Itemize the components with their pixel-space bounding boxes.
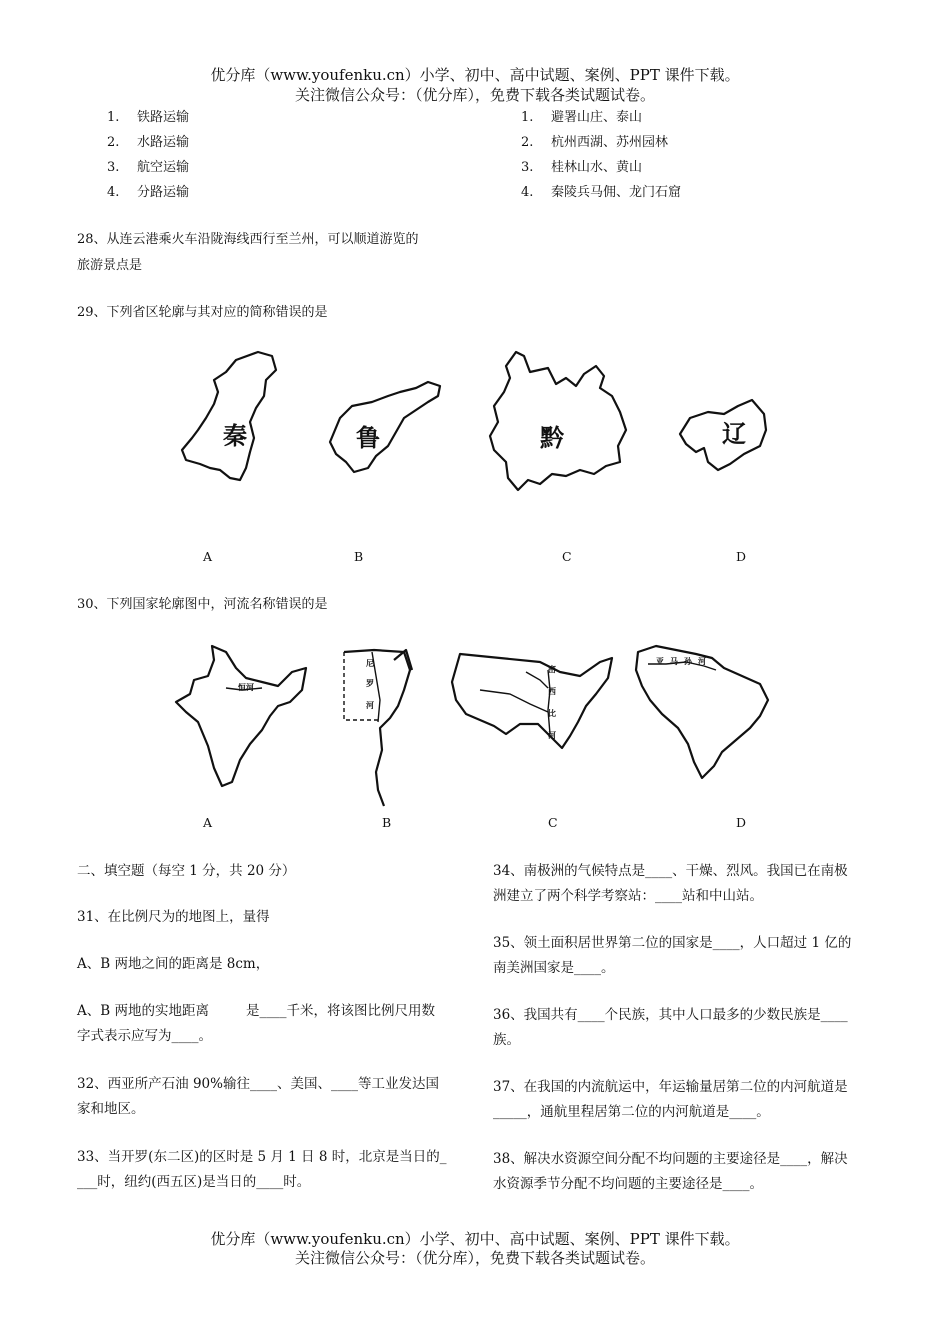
footer-line-2: 关注微信公众号：（优分库），免费下载各类试题试卷。: [294, 1249, 655, 1267]
q29-option-a: A: [203, 549, 213, 564]
list-item: 2. 水路运输: [107, 135, 190, 150]
river-label-d1: 亚: [656, 657, 664, 666]
header-line-2: 关注微信公众号：（优分库），免费下载各类试题试卷。: [294, 86, 655, 104]
question-37-line-2: _____，通航里程居第二位的内河航道是____。: [493, 1104, 770, 1120]
question-36-line-1: 36、我国共有____个民族，其中人口最多的少数民族是____: [493, 1007, 848, 1023]
question-32-line-1: 32、西亚所产石油 90%输往____、美国、____等工业发达国: [77, 1076, 439, 1092]
question-30: 30、下列国家轮廓图中，河流名称错误的是: [77, 597, 328, 612]
question-31-line-1: 31、在比例尺为的地图上，量得: [77, 909, 270, 925]
question-33-line-1: 33、当开罗(东二区)的区时是 5 月 1 日 8 时，北京是当日的_: [77, 1149, 447, 1165]
question-29: 29、下列省区轮廓与其对应的简称错误的是: [77, 305, 328, 320]
river-label-ganges: 恒河: [238, 683, 254, 692]
question-37-line-1: 37、在我国的内流航运中，年运输量居第二位的内河航道是: [493, 1079, 848, 1095]
country-outline-c: [452, 654, 612, 748]
section-2-title: 二、填空题（每空 1 分，共 20 分）: [77, 863, 296, 879]
province-label-b: 鲁: [356, 424, 380, 452]
question-38-line-1: 38、解决水资源空间分配不均问题的主要途径是____，解决: [493, 1151, 848, 1167]
question-36-line-2: 族。: [493, 1032, 520, 1048]
list-item: 1. 铁路运输: [107, 110, 190, 125]
country-outline-a: [176, 646, 306, 786]
province-label-d: 辽: [722, 420, 746, 448]
river-label-b3: 河: [366, 701, 374, 710]
question-35-line-2: 南美洲国家是____。: [493, 960, 615, 976]
river-label-c1: 密: [548, 665, 556, 674]
country-outline-b: [344, 650, 412, 806]
river-label-b1: 尼: [366, 659, 374, 668]
q29-option-c: C: [562, 549, 572, 564]
question-28-line-2: 旅游景点是: [77, 258, 143, 273]
q30-option-a: A: [203, 815, 213, 830]
question-35-line-1: 35、领土面积居世界第二位的国家是____，人口超过 1 亿的: [493, 935, 852, 951]
q29-option-b: B: [354, 549, 364, 564]
question-31-line-3a: A、B 两地的实地距离: [77, 1003, 209, 1019]
q30-option-d: D: [736, 815, 747, 830]
river-label-d4: 河: [698, 657, 706, 666]
river-label-c4: 河: [548, 731, 556, 740]
river-label-c3: 比: [548, 709, 556, 718]
province-label-c: 黔: [540, 424, 564, 452]
question-33-line-2: ___时，纽约(西五区)是当日的____时。: [77, 1174, 311, 1190]
province-label-a: 秦: [223, 422, 247, 450]
list-item: 2. 杭州西湖、苏州园林: [521, 135, 669, 150]
footer-line-1: 优分库（www.youfenku.cn）小学、初中、高中试题、案例、PPT 课件下载。: [210, 1230, 740, 1248]
country-outline-d: [636, 646, 768, 778]
list-item: 4. 分路运输: [107, 185, 190, 200]
question-34-line-1: 34、南极洲的气候特点是____、干燥、烈风。我国已在南极: [493, 863, 848, 879]
river-label-b2: 罗: [366, 679, 374, 688]
list-item: 4. 秦陵兵马佣、龙门石窟: [521, 185, 682, 200]
list-item: 3. 桂林山水、黄山: [521, 160, 643, 175]
list-item: 3. 航空运输: [107, 160, 190, 175]
q29-option-d: D: [736, 549, 747, 564]
question-28-line-1: 28、从连云港乘火车沿陇海线西行至兰州，可以顺道游览的: [77, 232, 419, 247]
question-38-line-2: 水资源季节分配不均问题的主要途径是____。: [493, 1176, 763, 1192]
list-item: 1. 避署山庄、泰山: [521, 110, 643, 125]
question-31-line-2: A、B 两地之间的距离是 8cm，: [77, 956, 270, 972]
question-31-line-4: 字式表示应写为____。: [77, 1028, 212, 1044]
question-32-line-2: 家和地区。: [77, 1101, 145, 1117]
question-34-line-2: 洲建立了两个科学考察站：____站和中山站。: [493, 888, 763, 904]
q30-option-b: B: [382, 815, 392, 830]
river-label-c2: 西: [548, 687, 556, 696]
q30-option-c: C: [548, 815, 558, 830]
question-31-line-3b: 是____千米，将该图比例尺用数: [246, 1003, 435, 1019]
river-label-d2: 马: [670, 657, 678, 666]
river-label-d3: 孙: [684, 657, 692, 666]
header-line-1: 优分库（www.youfenku.cn）小学、初中、高中试题、案例、PPT 课件下载。: [210, 66, 740, 84]
